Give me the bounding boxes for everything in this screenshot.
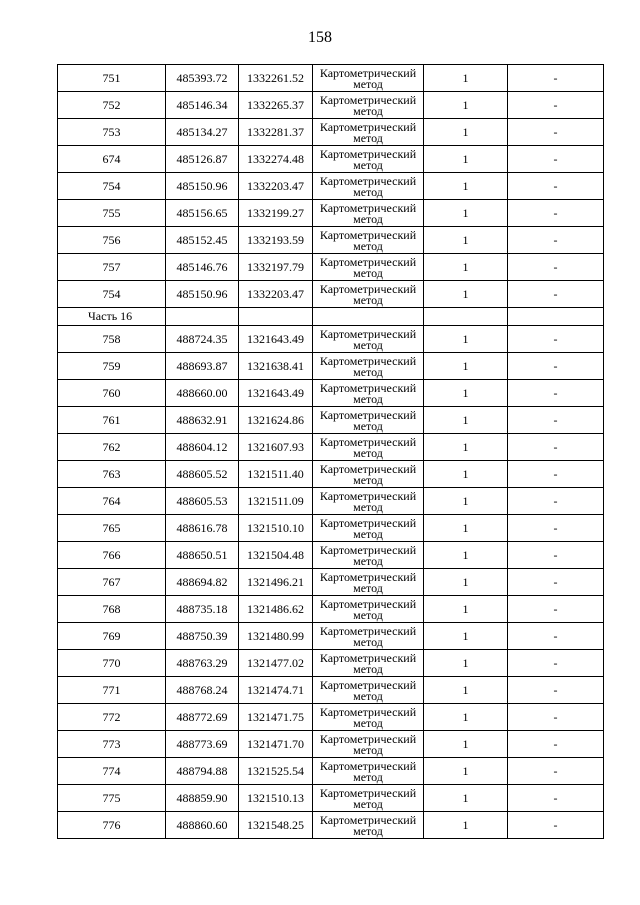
accuracy-cell: 1 [424, 92, 508, 119]
table-row [58, 596, 604, 623]
method-line-1: Картометрический [319, 146, 417, 161]
note-cell: - [508, 650, 604, 677]
table-row [58, 515, 604, 542]
x-coordinate-cell: 485146.76 [166, 254, 239, 281]
table-row [58, 326, 604, 353]
accuracy-cell: 1 [424, 731, 508, 758]
table-row [58, 704, 604, 731]
note-cell: - [508, 677, 604, 704]
accuracy-cell: 1 [424, 488, 508, 515]
table-row [58, 353, 604, 380]
y-coordinate-cell: 1332203.47 [239, 281, 313, 308]
x-coordinate-cell: 488773.69 [166, 731, 239, 758]
x-coordinate-cell: 485152.45 [166, 227, 239, 254]
method-cell [313, 434, 424, 461]
method-line-2: метод [353, 184, 383, 199]
point-number-cell: 766 [58, 542, 166, 569]
method-line-1: Картометрический [319, 65, 417, 80]
note-cell: - [508, 380, 604, 407]
point-number-cell: 764 [58, 488, 166, 515]
y-coordinate-cell: 1332199.27 [239, 200, 313, 227]
y-coordinate-cell: 1321510.10 [239, 515, 313, 542]
method-cell [313, 119, 424, 146]
method-line-2: метод [353, 769, 383, 784]
method-line-1: Картометрический [319, 731, 417, 746]
point-number-cell: 760 [58, 380, 166, 407]
x-coordinate-cell: 485126.87 [166, 146, 239, 173]
note-cell: - [508, 461, 604, 488]
note-cell: - [508, 434, 604, 461]
x-coordinate-cell: 488605.53 [166, 488, 239, 515]
table-row [58, 119, 604, 146]
method-line-1: Картометрический [319, 173, 417, 188]
table-row [58, 758, 604, 785]
point-number-cell: 765 [58, 515, 166, 542]
coordinates-table [57, 64, 604, 839]
note-cell: - [508, 407, 604, 434]
x-coordinate-cell: 488750.39 [166, 623, 239, 650]
note-cell: - [508, 758, 604, 785]
accuracy-cell: 1 [424, 461, 508, 488]
method-line-1: Картометрический [319, 281, 417, 296]
empty-cell [166, 308, 239, 326]
x-coordinate-cell: 488616.78 [166, 515, 239, 542]
x-coordinate-cell: 485134.27 [166, 119, 239, 146]
table-row [58, 650, 604, 677]
note-cell: - [508, 254, 604, 281]
method-line-2: метод [353, 472, 383, 487]
x-coordinate-cell: 488604.12 [166, 434, 239, 461]
y-coordinate-cell: 1332197.79 [239, 254, 313, 281]
table-row [58, 623, 604, 650]
method-cell [313, 353, 424, 380]
method-cell [313, 173, 424, 200]
y-coordinate-cell: 1321471.75 [239, 704, 313, 731]
point-number-cell: 752 [58, 92, 166, 119]
accuracy-cell: 1 [424, 515, 508, 542]
empty-cell [313, 308, 424, 326]
table-row [58, 434, 604, 461]
method-line-1: Картометрический [319, 434, 417, 449]
method-line-2: метод [353, 337, 383, 352]
method-line-2: метод [353, 715, 383, 730]
method-line-1: Картометрический [319, 254, 417, 269]
accuracy-cell: 1 [424, 119, 508, 146]
note-cell: - [508, 569, 604, 596]
method-line-2: метод [353, 130, 383, 145]
method-line-1: Картометрический [319, 227, 417, 242]
x-coordinate-cell: 488605.52 [166, 461, 239, 488]
table-row [58, 488, 604, 515]
accuracy-cell: 1 [424, 812, 508, 839]
y-coordinate-cell: 1321525.54 [239, 758, 313, 785]
y-coordinate-cell: 1321643.49 [239, 380, 313, 407]
note-cell: - [508, 65, 604, 92]
point-number-cell: 759 [58, 353, 166, 380]
y-coordinate-cell: 1332265.37 [239, 92, 313, 119]
method-cell [313, 623, 424, 650]
accuracy-cell: 1 [424, 407, 508, 434]
accuracy-cell: 1 [424, 596, 508, 623]
x-coordinate-cell: 485150.96 [166, 173, 239, 200]
x-coordinate-cell: 488859.90 [166, 785, 239, 812]
accuracy-cell: 1 [424, 704, 508, 731]
x-coordinate-cell: 488794.88 [166, 758, 239, 785]
accuracy-cell: 1 [424, 326, 508, 353]
note-cell: - [508, 326, 604, 353]
accuracy-cell: 1 [424, 650, 508, 677]
method-cell [313, 596, 424, 623]
note-cell: - [508, 596, 604, 623]
method-line-2: метод [353, 634, 383, 649]
y-coordinate-cell: 1321480.99 [239, 623, 313, 650]
part-label: Часть 16 [58, 308, 166, 326]
method-cell [313, 200, 424, 227]
point-number-cell: 674 [58, 146, 166, 173]
point-number-cell: 772 [58, 704, 166, 731]
method-cell [313, 515, 424, 542]
method-cell [313, 326, 424, 353]
x-coordinate-cell: 488660.00 [166, 380, 239, 407]
method-cell [313, 650, 424, 677]
method-line-1: Картометрический [319, 353, 417, 368]
table-row [58, 812, 604, 839]
method-line-2: метод [353, 499, 383, 514]
point-number-cell: 756 [58, 227, 166, 254]
note-cell: - [508, 812, 604, 839]
accuracy-cell: 1 [424, 380, 508, 407]
point-number-cell: 770 [58, 650, 166, 677]
point-number-cell: 754 [58, 281, 166, 308]
x-coordinate-cell: 488694.82 [166, 569, 239, 596]
accuracy-cell: 1 [424, 758, 508, 785]
method-line-2: метод [353, 823, 383, 838]
accuracy-cell: 1 [424, 146, 508, 173]
accuracy-cell: 1 [424, 623, 508, 650]
table-row [58, 146, 604, 173]
point-number-cell: 763 [58, 461, 166, 488]
x-coordinate-cell: 485393.72 [166, 65, 239, 92]
table-row [58, 254, 604, 281]
accuracy-cell: 1 [424, 677, 508, 704]
note-cell: - [508, 92, 604, 119]
method-cell [313, 731, 424, 758]
x-coordinate-cell: 488724.35 [166, 326, 239, 353]
method-cell [313, 812, 424, 839]
method-line-1: Картометрический [319, 569, 417, 584]
note-cell: - [508, 488, 604, 515]
accuracy-cell: 1 [424, 542, 508, 569]
table-row [58, 92, 604, 119]
part-header-row [58, 308, 604, 326]
accuracy-cell: 1 [424, 281, 508, 308]
method-line-1: Картометрический [319, 461, 417, 476]
point-number-cell: 768 [58, 596, 166, 623]
note-cell: - [508, 200, 604, 227]
note-cell: - [508, 353, 604, 380]
method-line-2: метод [353, 553, 383, 568]
method-line-1: Картометрический [319, 407, 417, 422]
note-cell: - [508, 281, 604, 308]
y-coordinate-cell: 1321471.70 [239, 731, 313, 758]
point-number-cell: 755 [58, 200, 166, 227]
method-line-1: Картометрический [319, 623, 417, 638]
method-cell [313, 488, 424, 515]
table-row [58, 65, 604, 92]
y-coordinate-cell: 1332281.37 [239, 119, 313, 146]
accuracy-cell: 1 [424, 254, 508, 281]
point-number-cell: 758 [58, 326, 166, 353]
table-row [58, 731, 604, 758]
accuracy-cell: 1 [424, 785, 508, 812]
accuracy-cell: 1 [424, 227, 508, 254]
method-line-2: метод [353, 418, 383, 433]
table-row [58, 569, 604, 596]
y-coordinate-cell: 1332274.48 [239, 146, 313, 173]
method-line-2: метод [353, 157, 383, 172]
method-line-1: Картометрический [319, 758, 417, 773]
point-number-cell: 757 [58, 254, 166, 281]
method-cell [313, 758, 424, 785]
method-line-2: метод [353, 292, 383, 307]
method-line-2: метод [353, 796, 383, 811]
method-line-2: метод [353, 364, 383, 379]
method-line-2: метод [353, 742, 383, 757]
y-coordinate-cell: 1321638.41 [239, 353, 313, 380]
table-row [58, 281, 604, 308]
accuracy-cell: 1 [424, 353, 508, 380]
note-cell: - [508, 146, 604, 173]
method-line-2: метод [353, 391, 383, 406]
x-coordinate-cell: 485146.34 [166, 92, 239, 119]
empty-cell [424, 308, 508, 326]
x-coordinate-cell: 488632.91 [166, 407, 239, 434]
point-number-cell: 767 [58, 569, 166, 596]
point-number-cell: 751 [58, 65, 166, 92]
coordinates-table-body [58, 65, 604, 839]
method-cell [313, 380, 424, 407]
page-number: 158 [308, 29, 332, 46]
method-cell [313, 407, 424, 434]
accuracy-cell: 1 [424, 65, 508, 92]
x-coordinate-cell: 488735.18 [166, 596, 239, 623]
table-row [58, 227, 604, 254]
x-coordinate-cell: 488650.51 [166, 542, 239, 569]
note-cell: - [508, 542, 604, 569]
x-coordinate-cell: 488693.87 [166, 353, 239, 380]
method-line-2: метод [353, 76, 383, 91]
method-line-1: Картометрический [319, 812, 417, 827]
x-coordinate-cell: 485150.96 [166, 281, 239, 308]
method-cell [313, 146, 424, 173]
method-line-2: метод [353, 688, 383, 703]
y-coordinate-cell: 1321511.40 [239, 461, 313, 488]
note-cell: - [508, 704, 604, 731]
method-cell [313, 92, 424, 119]
point-number-cell: 753 [58, 119, 166, 146]
method-line-1: Картометрический [319, 785, 417, 800]
x-coordinate-cell: 488860.60 [166, 812, 239, 839]
accuracy-cell: 1 [424, 200, 508, 227]
method-cell [313, 785, 424, 812]
table-row [58, 542, 604, 569]
table-row [58, 407, 604, 434]
method-cell [313, 677, 424, 704]
method-cell [313, 227, 424, 254]
x-coordinate-cell: 488772.69 [166, 704, 239, 731]
y-coordinate-cell: 1321510.13 [239, 785, 313, 812]
y-coordinate-cell: 1332193.59 [239, 227, 313, 254]
point-number-cell: 762 [58, 434, 166, 461]
y-coordinate-cell: 1321496.21 [239, 569, 313, 596]
method-line-1: Картометрический [319, 119, 417, 134]
method-cell [313, 461, 424, 488]
method-line-1: Картометрический [319, 596, 417, 611]
y-coordinate-cell: 1332203.47 [239, 173, 313, 200]
method-line-2: метод [353, 526, 383, 541]
method-line-1: Картометрический [319, 704, 417, 719]
accuracy-cell: 1 [424, 173, 508, 200]
point-number-cell: 754 [58, 173, 166, 200]
table-row [58, 677, 604, 704]
table-row [58, 200, 604, 227]
point-number-cell: 774 [58, 758, 166, 785]
point-number-cell: 771 [58, 677, 166, 704]
method-cell [313, 254, 424, 281]
table-row [58, 380, 604, 407]
method-line-1: Картометрический [319, 677, 417, 692]
method-line-2: метод [353, 238, 383, 253]
accuracy-cell: 1 [424, 569, 508, 596]
method-line-2: метод [353, 445, 383, 460]
y-coordinate-cell: 1321477.02 [239, 650, 313, 677]
empty-cell [239, 308, 313, 326]
method-line-2: метод [353, 607, 383, 622]
point-number-cell: 769 [58, 623, 166, 650]
note-cell: - [508, 515, 604, 542]
y-coordinate-cell: 1321511.09 [239, 488, 313, 515]
y-coordinate-cell: 1321504.48 [239, 542, 313, 569]
y-coordinate-cell: 1321643.49 [239, 326, 313, 353]
method-cell [313, 542, 424, 569]
method-cell [313, 65, 424, 92]
y-coordinate-cell: 1332261.52 [239, 65, 313, 92]
method-line-2: метод [353, 580, 383, 595]
method-cell [313, 569, 424, 596]
point-number-cell: 773 [58, 731, 166, 758]
method-line-2: метод [353, 265, 383, 280]
y-coordinate-cell: 1321624.86 [239, 407, 313, 434]
note-cell: - [508, 119, 604, 146]
method-cell [313, 281, 424, 308]
method-line-2: метод [353, 661, 383, 676]
method-line-1: Картометрический [319, 488, 417, 503]
x-coordinate-cell: 488763.29 [166, 650, 239, 677]
point-number-cell: 776 [58, 812, 166, 839]
note-cell: - [508, 623, 604, 650]
note-cell: - [508, 731, 604, 758]
method-line-1: Картометрический [319, 650, 417, 665]
table-row [58, 785, 604, 812]
y-coordinate-cell: 1321548.25 [239, 812, 313, 839]
method-line-1: Картометрический [319, 380, 417, 395]
table-row [58, 461, 604, 488]
method-line-1: Картометрический [319, 200, 417, 215]
x-coordinate-cell: 485156.65 [166, 200, 239, 227]
method-line-2: метод [353, 211, 383, 226]
y-coordinate-cell: 1321474.71 [239, 677, 313, 704]
method-line-1: Картометрический [319, 326, 417, 341]
method-cell [313, 704, 424, 731]
method-line-1: Картометрический [319, 515, 417, 530]
method-line-2: метод [353, 103, 383, 118]
note-cell: - [508, 227, 604, 254]
point-number-cell: 761 [58, 407, 166, 434]
note-cell: - [508, 785, 604, 812]
method-line-1: Картометрический [319, 92, 417, 107]
y-coordinate-cell: 1321486.62 [239, 596, 313, 623]
method-line-1: Картометрический [319, 542, 417, 557]
empty-cell [508, 308, 604, 326]
y-coordinate-cell: 1321607.93 [239, 434, 313, 461]
accuracy-cell: 1 [424, 434, 508, 461]
table-row [58, 173, 604, 200]
x-coordinate-cell: 488768.24 [166, 677, 239, 704]
note-cell: - [508, 173, 604, 200]
point-number-cell: 775 [58, 785, 166, 812]
